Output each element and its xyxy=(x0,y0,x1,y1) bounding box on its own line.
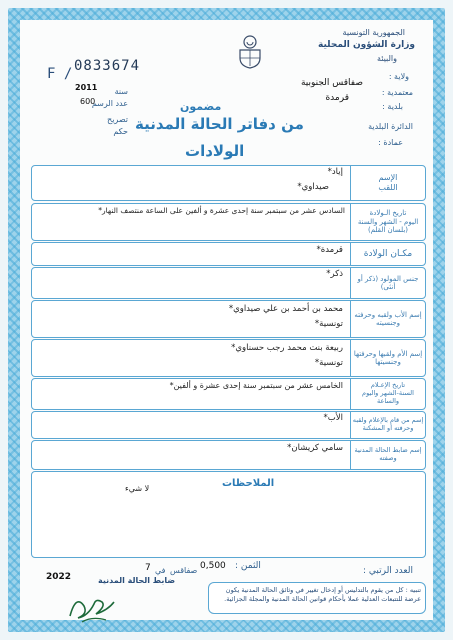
republic-label: الجمهورية التونسية xyxy=(342,28,405,37)
row-label xyxy=(350,204,425,240)
baladiya-label: بلدية : xyxy=(382,102,403,111)
row-birth-date xyxy=(31,203,426,241)
father-name-value: محمد بن أحمد بن علي صيداوي* xyxy=(228,304,343,314)
mother-nationality-value: تونسية* xyxy=(314,358,343,368)
row-label xyxy=(350,379,425,409)
mutamadiya-label: معتمدية : xyxy=(381,88,413,97)
record-year-label: سنة xyxy=(114,87,128,96)
record-number: 600 xyxy=(80,97,96,106)
officer-name-value: سامي كريشان* xyxy=(287,443,343,453)
date-prefix: في xyxy=(155,566,166,575)
ruling-label: حكم xyxy=(113,127,128,136)
remarks-value: لا شيء xyxy=(125,484,150,493)
child-last-name: صيداوي* xyxy=(297,182,329,192)
row-label-text: تاريخ الإعـلام السنة-الشهر واليوم والساعة xyxy=(362,381,414,405)
row-label xyxy=(350,412,425,438)
declaration-label: تصريح xyxy=(107,115,128,124)
row-label-text: إسم من قام بالإعلام ولقبه وحرفته أو المشكنة xyxy=(352,416,424,432)
row-label xyxy=(350,301,425,337)
mother-name-value: ربيعة بنت محمد رجب حسناوي* xyxy=(231,343,343,353)
declarant-value: الأب* xyxy=(323,413,343,423)
place-label: صفاقس xyxy=(170,566,198,575)
registers-title: من دفاتر الحالة المدنية xyxy=(135,115,304,133)
ministry-label: وزارة الشؤون المحلية xyxy=(318,40,415,50)
remarks-box xyxy=(31,471,426,558)
record-number-label: عدد الرسم xyxy=(91,99,128,108)
row-label-text: الإسم اللقب xyxy=(378,173,398,192)
row-officer xyxy=(31,440,426,470)
notice-box xyxy=(208,582,426,614)
remarks-title: الملاحظات xyxy=(222,478,275,489)
row-name xyxy=(31,165,426,201)
row-label xyxy=(350,441,425,469)
serial-prefix: F / xyxy=(47,66,73,82)
birth-date-value: السادس عشر من سبتمبر سنة إحدى عشرة و ألفين على الساعة منتصف النهار* xyxy=(98,206,345,215)
record-box xyxy=(42,83,128,139)
row-label-text: إسم الأم ولقبها وحرفتها وجنسيتها xyxy=(353,349,423,366)
record-year: 2011 xyxy=(75,83,98,92)
father-nationality-value: تونسية* xyxy=(314,319,343,329)
births-title: الولادات xyxy=(185,142,245,160)
row-label xyxy=(350,268,425,298)
row-father xyxy=(31,300,426,338)
row-label-text: تاريخ الـولادة اليوم - الشهر والسنة (بلسان القلم) xyxy=(357,209,419,235)
row-label-text: إسم ضابط الحالة المدنية وصفته xyxy=(354,446,422,462)
price-value: 0,500 xyxy=(200,561,226,571)
wilaya-label: ولاية : xyxy=(388,72,409,81)
declaration-date-value: الخامس عشر من سبتمبر سنة إحدى عشرة و ألفين* xyxy=(169,381,343,390)
row-declarant xyxy=(31,411,426,439)
row-label xyxy=(350,340,425,376)
footer-year: 2022 xyxy=(46,572,72,582)
child-first-name: إياد* xyxy=(327,167,343,177)
row-birth-place xyxy=(31,242,426,266)
row-declaration-date xyxy=(31,378,426,410)
wilaya-value: صفاقس الجنوبية xyxy=(300,78,363,88)
row-label xyxy=(350,243,425,265)
row-label-text: جنس المولود (ذكر أو أنثى) xyxy=(357,274,419,291)
date-day: 7 xyxy=(145,563,151,573)
signature-icon xyxy=(62,586,122,626)
notice-text: تنبيه : كل من يقوم بالتدليس أو إدخال تغيير في وثائق الحالة المدنية يكون عرضة للتتبعات العدلية عملا بأحكام قوانين الحالة المدنية والمجلة الجزائية. xyxy=(224,586,421,603)
price-label: الثمن : xyxy=(235,561,261,571)
extract-title: مضمون xyxy=(180,100,222,113)
sex-value: ذكر* xyxy=(326,269,343,279)
row-mother xyxy=(31,339,426,377)
serial-footer-label: العدد الرتبي : xyxy=(362,566,413,576)
row-sex xyxy=(31,267,426,299)
mutamadiya-value: قرمدة xyxy=(325,93,349,103)
row-label xyxy=(350,166,425,200)
serial-number: 0833674 xyxy=(74,58,141,74)
row-label-text: مكـان الولادة xyxy=(363,248,413,259)
municipal-circle-label: الدائرة البلدية xyxy=(368,122,413,131)
coat-of-arms-icon xyxy=(236,34,264,70)
ministry-sub-label: والبيئة xyxy=(376,54,397,63)
row-label-text: إسم الأب ولقبه وحرفته وجنسيته xyxy=(354,310,422,327)
imada-label: عمادة : xyxy=(378,138,403,147)
birth-place-value: قرمدة* xyxy=(316,245,343,255)
officer-signature-label: ضابط الحالة المدنية xyxy=(98,576,176,585)
